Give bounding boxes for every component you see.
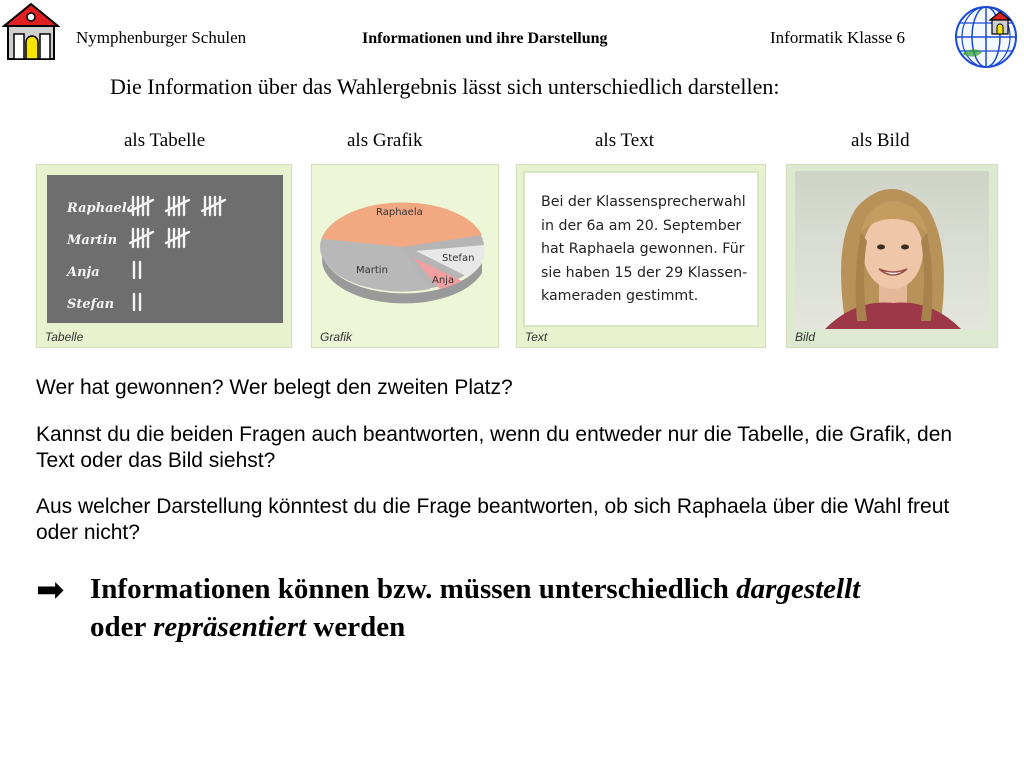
slide-title: Informationen und ihre Darstellung <box>362 30 608 47</box>
label-grafik: als Grafik <box>347 130 423 151</box>
tally-marks-icon <box>129 259 149 286</box>
pie-chart-image <box>312 165 498 329</box>
slice-label: Raphaela <box>376 207 423 218</box>
tally-marks-icon <box>129 291 149 318</box>
conclusion-emphasis: dargestellt <box>736 573 861 605</box>
panel-caption: Grafik <box>320 330 353 344</box>
tally-row <box>67 195 239 222</box>
label-text: als Text <box>595 130 655 151</box>
slice-label: Anja <box>432 275 455 286</box>
conclusion-text <box>90 570 1010 646</box>
tally-row <box>67 227 209 254</box>
panel-caption: Tabelle <box>45 330 84 344</box>
conclusion-part: werden <box>306 611 406 643</box>
intro-text: Die Information über das Wahlergebnis lässt sich unterschiedlich darstellen: <box>110 74 780 99</box>
grafik-panel <box>311 164 499 348</box>
tally-row <box>67 291 149 318</box>
conclusion-part: oder <box>90 611 154 643</box>
question-2: Kannst du die beiden Fragen auch beantworten, wenn du entweder nur die Tabelle, die Grafik, den Text oder das Bild siehst? <box>36 423 953 472</box>
tally-marks-icon <box>129 195 239 222</box>
text-card-body: Bei der Klassensprecherwahl in der 6a am 20. September hat Raphaela gewonnen. Für sie haben 15 der 29 Klassen- kameraden gestimmt. <box>541 194 748 305</box>
course-name: Informatik Klasse 6 <box>770 28 906 47</box>
conclusion-part: Informationen können bzw. müssen unterschiedlich <box>90 573 737 605</box>
label-bild: als Bild <box>851 130 910 151</box>
text-panel <box>516 164 766 348</box>
label-tabelle: als Tabelle <box>124 130 206 151</box>
bild-panel <box>786 164 998 348</box>
tabelle-panel <box>36 164 292 348</box>
right-arrow-icon: ➡ <box>36 570 65 610</box>
globe-logo-icon <box>952 4 1020 70</box>
tally-name: Anja <box>67 265 100 280</box>
conclusion-emphasis: repräsentiert <box>153 611 307 643</box>
tally-name: Martin <box>67 233 118 248</box>
slice-label: Stefan <box>442 253 475 264</box>
panel-caption: Bild <box>795 330 816 344</box>
slice-label: Martin <box>356 265 388 276</box>
school-name: Nymphenburger Schulen <box>76 28 247 47</box>
tally-marks-icon <box>129 227 209 254</box>
tally-board <box>47 175 283 323</box>
girl-portrait-image <box>795 171 989 329</box>
tally-name: Stefan <box>67 297 115 312</box>
text-card <box>523 171 759 327</box>
question-1: Wer hat gewonnen? Wer belegt den zweiten Platz? <box>36 376 513 399</box>
panel-caption: Text <box>525 330 548 344</box>
tally-name: Raphaela <box>67 201 136 216</box>
question-3: Aus welcher Darstellung könntest du die Frage beantworten, ob sich Raphaela über die Wahl freut oder nicht? <box>36 495 950 544</box>
school-logo-icon <box>2 2 60 62</box>
tally-row <box>67 259 149 286</box>
